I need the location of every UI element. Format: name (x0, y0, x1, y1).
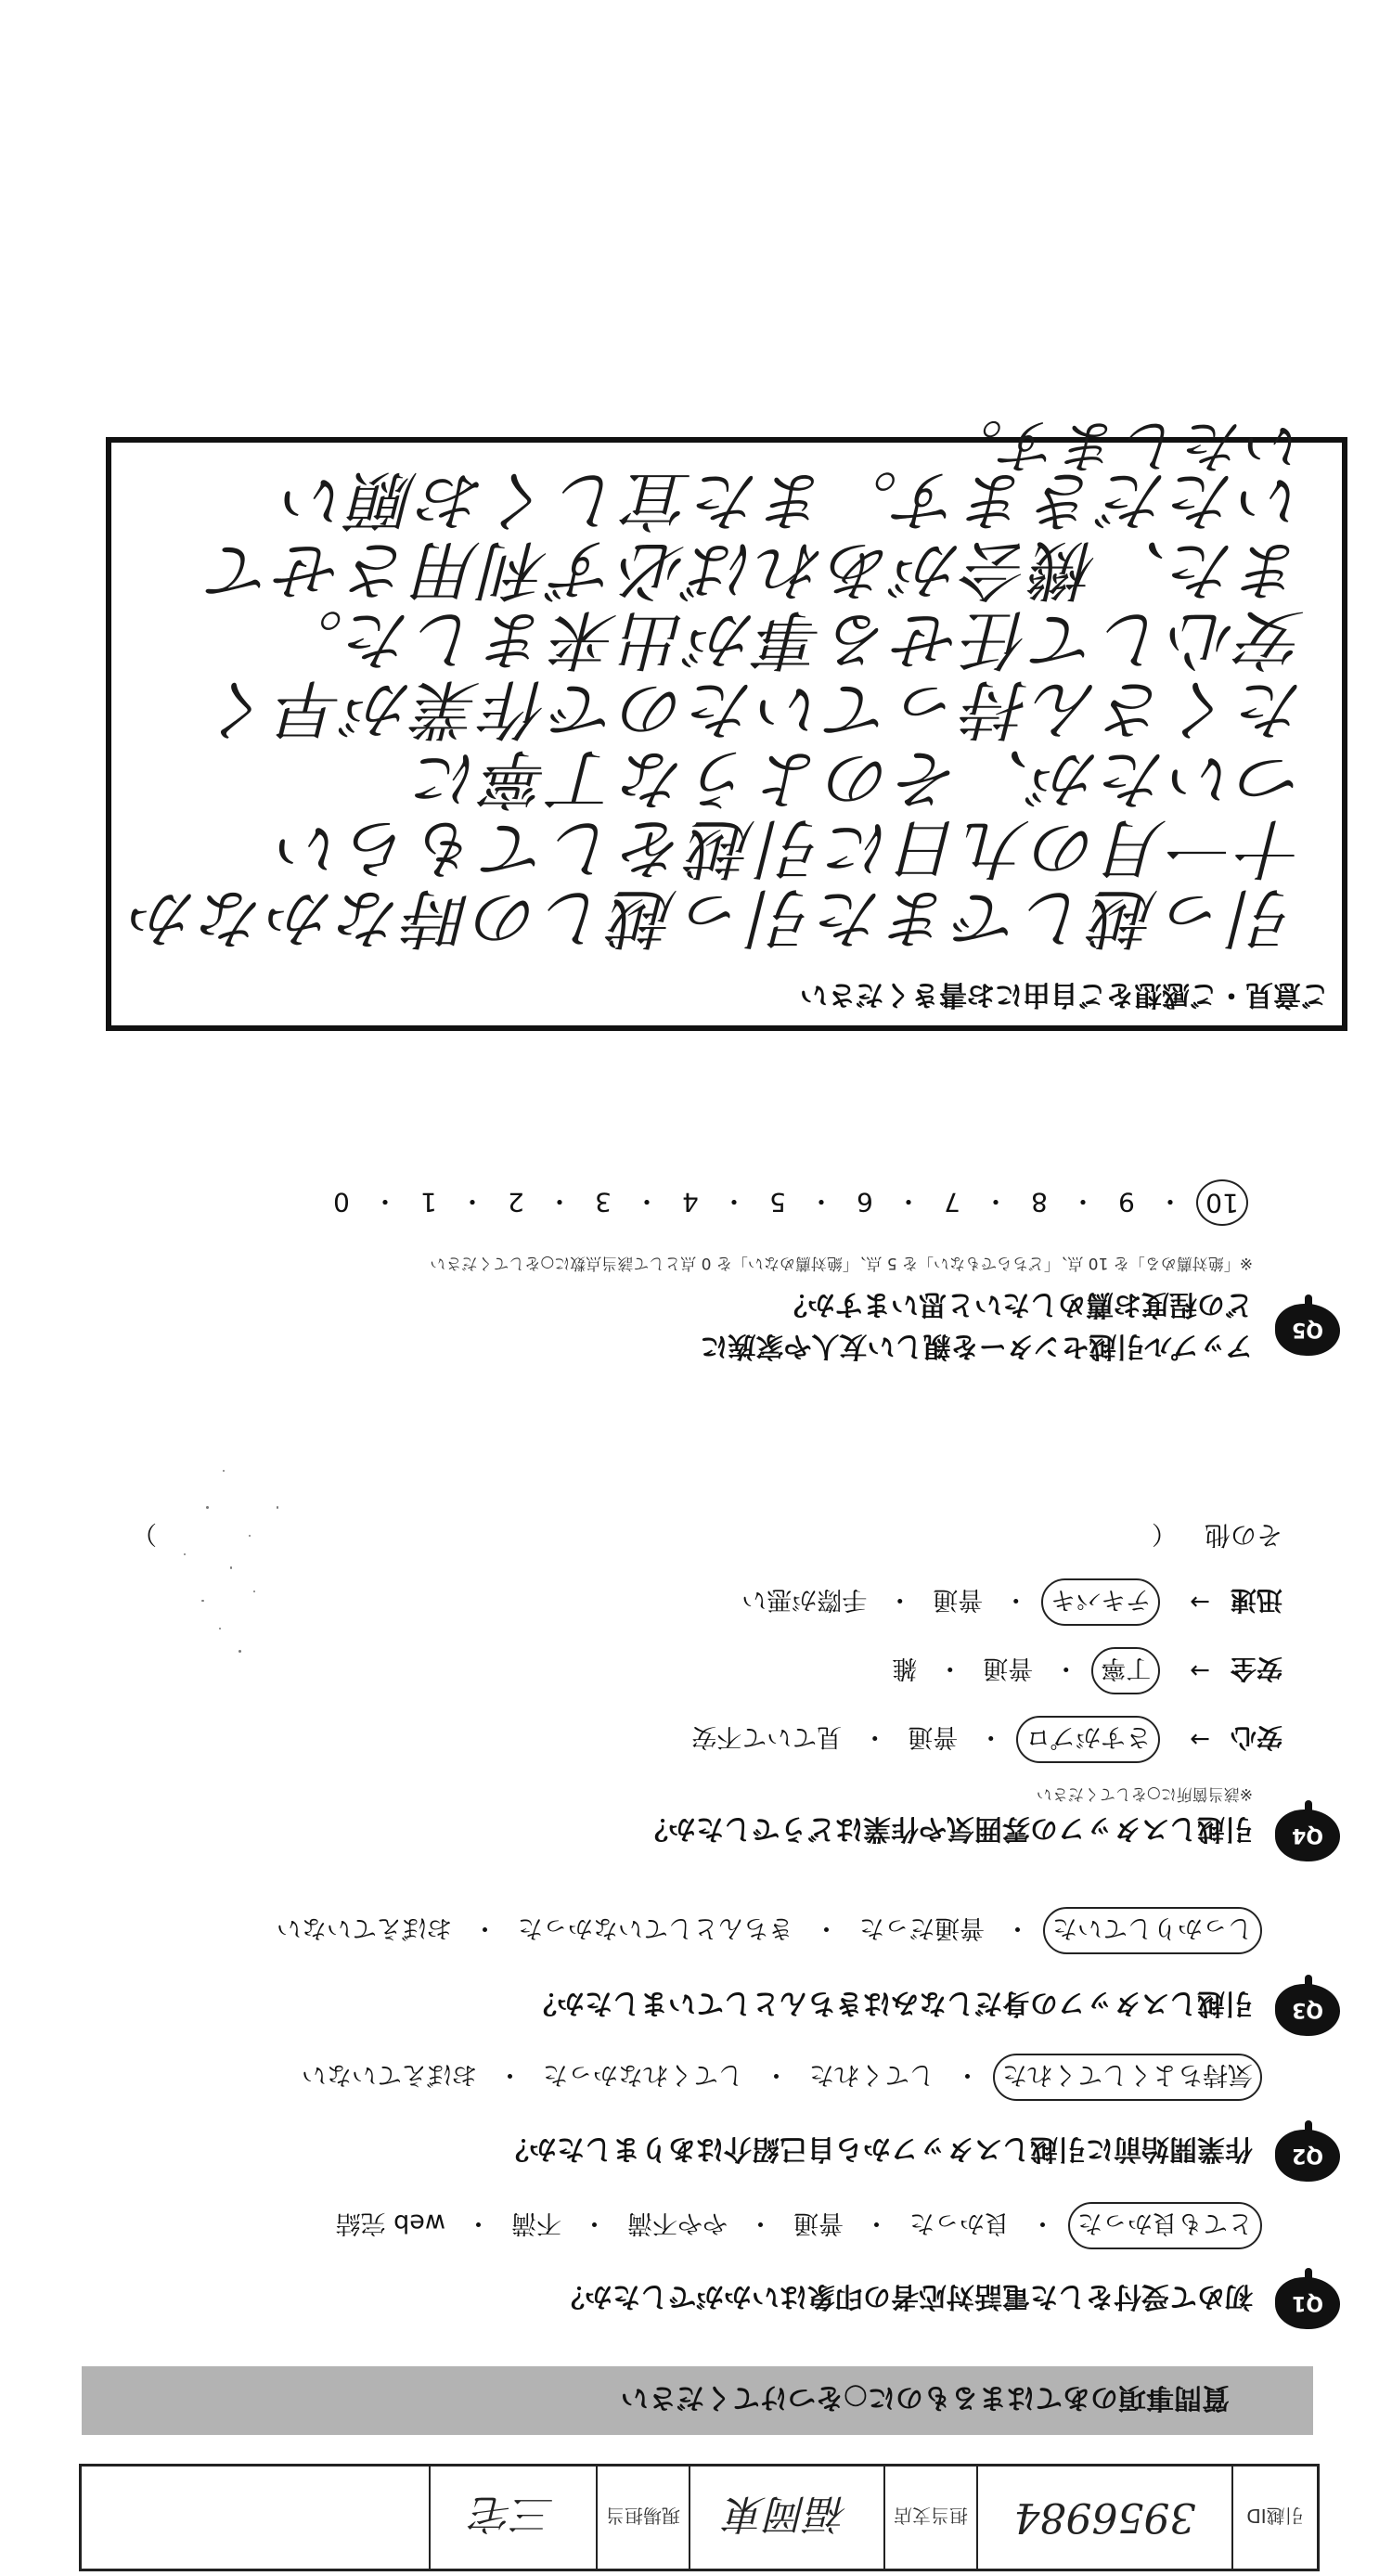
q5-score-2[interactable]: 2 (508, 1187, 524, 1218)
q1-question: 初めて受付をした電話対応者の印象はいかがでしたか？ (557, 2280, 1253, 2312)
q5-scale: 10 ・ 9 ・ 8 ・ 7 ・ 6 ・ 5 ・ 4 ・ 3 ・ 2 ・ 1 ・ 0 (324, 1179, 1248, 1226)
q2-option-dont-remember[interactable]: おぼえていない (302, 2060, 477, 2089)
scan-speck (253, 1591, 255, 1592)
q5-question-line2: どの程度お薦めしたいと思いますか？ (780, 1288, 1253, 1320)
q4-jinsoku-option-clumsy[interactable]: 手際が悪い (741, 1585, 868, 1614)
scan-speck (238, 1650, 241, 1653)
branch-label: 担当支店 (883, 2467, 976, 2569)
q4-jinsoku-option-brisk[interactable]: テキパキ (1041, 1578, 1160, 1626)
scan-speck (249, 1535, 251, 1537)
q1-option-somewhat-bad[interactable]: やや不満 (627, 2209, 728, 2237)
q5-score-10[interactable]: 10 (1196, 1179, 1248, 1226)
q4-badge: Q4 (1275, 1810, 1340, 1861)
q4-other-row (132, 1518, 1282, 1555)
q5-score-0[interactable]: 0 (333, 1187, 350, 1218)
q5-note: ※「絶対薦める」を 10 点、「どちらでもない」を 5 点、「絶対薦めない」を 0 点として該当点数に○をしてください (430, 1254, 1253, 1272)
q5-score-5[interactable]: 5 (769, 1187, 786, 1218)
scan-speck (206, 1506, 209, 1509)
header-table (79, 2464, 1320, 2571)
q5-question-line1: アップル引越センターを親しい友人や家族に (700, 1330, 1253, 1362)
q4-anzen-option-normal[interactable]: 普通 (983, 1654, 1034, 1682)
q4-row-jinsoku: 迅速 → テキパキ ・ 普通 ・ 手際が悪い (725, 1578, 1282, 1626)
comment-title: ご意見・ご感想をご自由にお書きください (800, 978, 1329, 1011)
comment-line: 引っ越しでまた引っ越しの時なかなか (128, 880, 1295, 956)
comment-line: いただきます。また宜しくお願い (279, 462, 1305, 538)
q1-option-normal[interactable]: 普通 (793, 2209, 844, 2237)
id-label: 引越ID (1231, 2467, 1317, 2569)
q1-option-good[interactable]: 良かった (909, 2209, 1010, 2237)
comment-box[interactable] (106, 412, 1347, 1031)
q4-anzen-option-careful[interactable]: 丁寧 (1091, 1647, 1160, 1694)
instruction-band: 質問事項のあてはまるものに○をつけてください (82, 2366, 1313, 2435)
q2-option-pleasant[interactable]: 気持ちよくしてくれた (993, 2054, 1262, 2101)
comment-line: また、機会があれば必ず利用させて (206, 532, 1305, 608)
q4-jinsoku-option-normal[interactable]: 普通 (933, 1585, 984, 1614)
q2-options: 気持ちよくしてくれた ・ してくれた ・ してくれなかった ・ おぼえていない (285, 2054, 1271, 2101)
q4-other-paren-open: （ (1151, 1519, 1177, 1549)
q4-row-anzen: 安全 → 丁寧 ・ 普通 ・ 雑 (875, 1647, 1282, 1694)
comment-line: 十一月の九日に引越をしてもらい (275, 810, 1305, 886)
q4-anshin-option-pro[interactable]: さすがプロ (1016, 1716, 1160, 1763)
leader-label: 現場担当 (596, 2467, 689, 2569)
q5-score-7[interactable]: 7 (944, 1187, 960, 1218)
comment-line: たくさん持っていたので作業が早く (206, 671, 1305, 747)
scan-speck (277, 1506, 278, 1509)
q4-anshin-option-normal[interactable]: 普通 (908, 1722, 959, 1751)
scan-speck (219, 1628, 221, 1629)
q4-anshin-option-uneasy[interactable]: 見ていて不安 (691, 1722, 843, 1751)
comment-line: ついたが、そのような丁寧に (412, 741, 1305, 817)
q3-badge: Q3 (1275, 1984, 1340, 2036)
q2-badge: Q2 (1275, 2130, 1340, 2182)
q4-other-paren-close: ） (132, 1519, 157, 1549)
q4-other-label: その他 (1204, 1520, 1282, 1551)
q2-option-yes[interactable]: してくれた (809, 2060, 934, 2089)
leader-value: 三宅 (429, 2467, 596, 2569)
q4-row-label: 安全 (1230, 1654, 1282, 1685)
q3-option-normal[interactable]: 普通だった (859, 1913, 985, 1942)
q5-score-1[interactable]: 1 (420, 1187, 437, 1218)
q4-anzen-option-rough[interactable]: 雑 (892, 1654, 918, 1682)
q4-note: ※該当箇所に○をしてください (1036, 1784, 1253, 1803)
scan-speck (184, 1553, 186, 1555)
q4-row-label: 迅速 (1230, 1585, 1282, 1616)
id-value: 3956984 (976, 2467, 1231, 2569)
comment-line: いたします。 (941, 412, 1305, 480)
q1-options: とても良かった ・ 良かった ・ 普通 ・ やや不満 ・ 不満 ・ web 完結 (319, 2202, 1271, 2249)
q5-badge: Q5 (1275, 1304, 1340, 1356)
q1-badge: Q1 (1275, 2277, 1340, 2329)
q5-score-4[interactable]: 4 (682, 1187, 699, 1218)
q4-row-label: 安心 (1230, 1722, 1282, 1754)
branch-value: 福岡東 (689, 2467, 883, 2569)
q3-question: 引越しスタッフの身だしなみはきちんとしていましたか？ (529, 1987, 1253, 2019)
q5-score-8[interactable]: 8 (1031, 1187, 1048, 1218)
q4-question: 引越しスタッフの雰囲気や作業はどうでしたか？ (640, 1812, 1253, 1845)
q2-question: 作業開始前に引越しスタッフから自己紹介はありましたか？ (501, 2132, 1253, 2165)
q3-option-not-neat[interactable]: きちんとしていなかった (518, 1913, 793, 1942)
q3-option-dont-remember[interactable]: おぼえていない (277, 1913, 452, 1942)
q3-option-neat[interactable]: しっかりしていた (1043, 1907, 1262, 1954)
scan-speck (201, 1600, 204, 1602)
q1-option-bad[interactable]: 不満 (511, 2209, 561, 2237)
q1-option-very-good[interactable]: とても良かった (1068, 2202, 1262, 2249)
comment-line: 安心して任せる事が出来ました。 (275, 601, 1305, 677)
q2-option-no[interactable]: してくれなかった (543, 2060, 743, 2089)
q4-row-anshin: 安心 → さすがプロ ・ 普通 ・ 見ていて不安 (675, 1716, 1282, 1763)
q5-score-6[interactable]: 6 (857, 1187, 873, 1218)
scan-speck (223, 1470, 225, 1472)
q1-option-web[interactable]: web 完結 (335, 2209, 445, 2237)
q5-score-9[interactable]: 9 (1118, 1187, 1135, 1218)
scan-speck (230, 1566, 232, 1569)
header-blank (82, 2467, 429, 2569)
q3-options: しっかりしていた ・ 普通だった ・ きちんとしていなかった ・ おぼえていない (260, 1907, 1271, 1954)
q5-score-3[interactable]: 3 (595, 1187, 612, 1218)
